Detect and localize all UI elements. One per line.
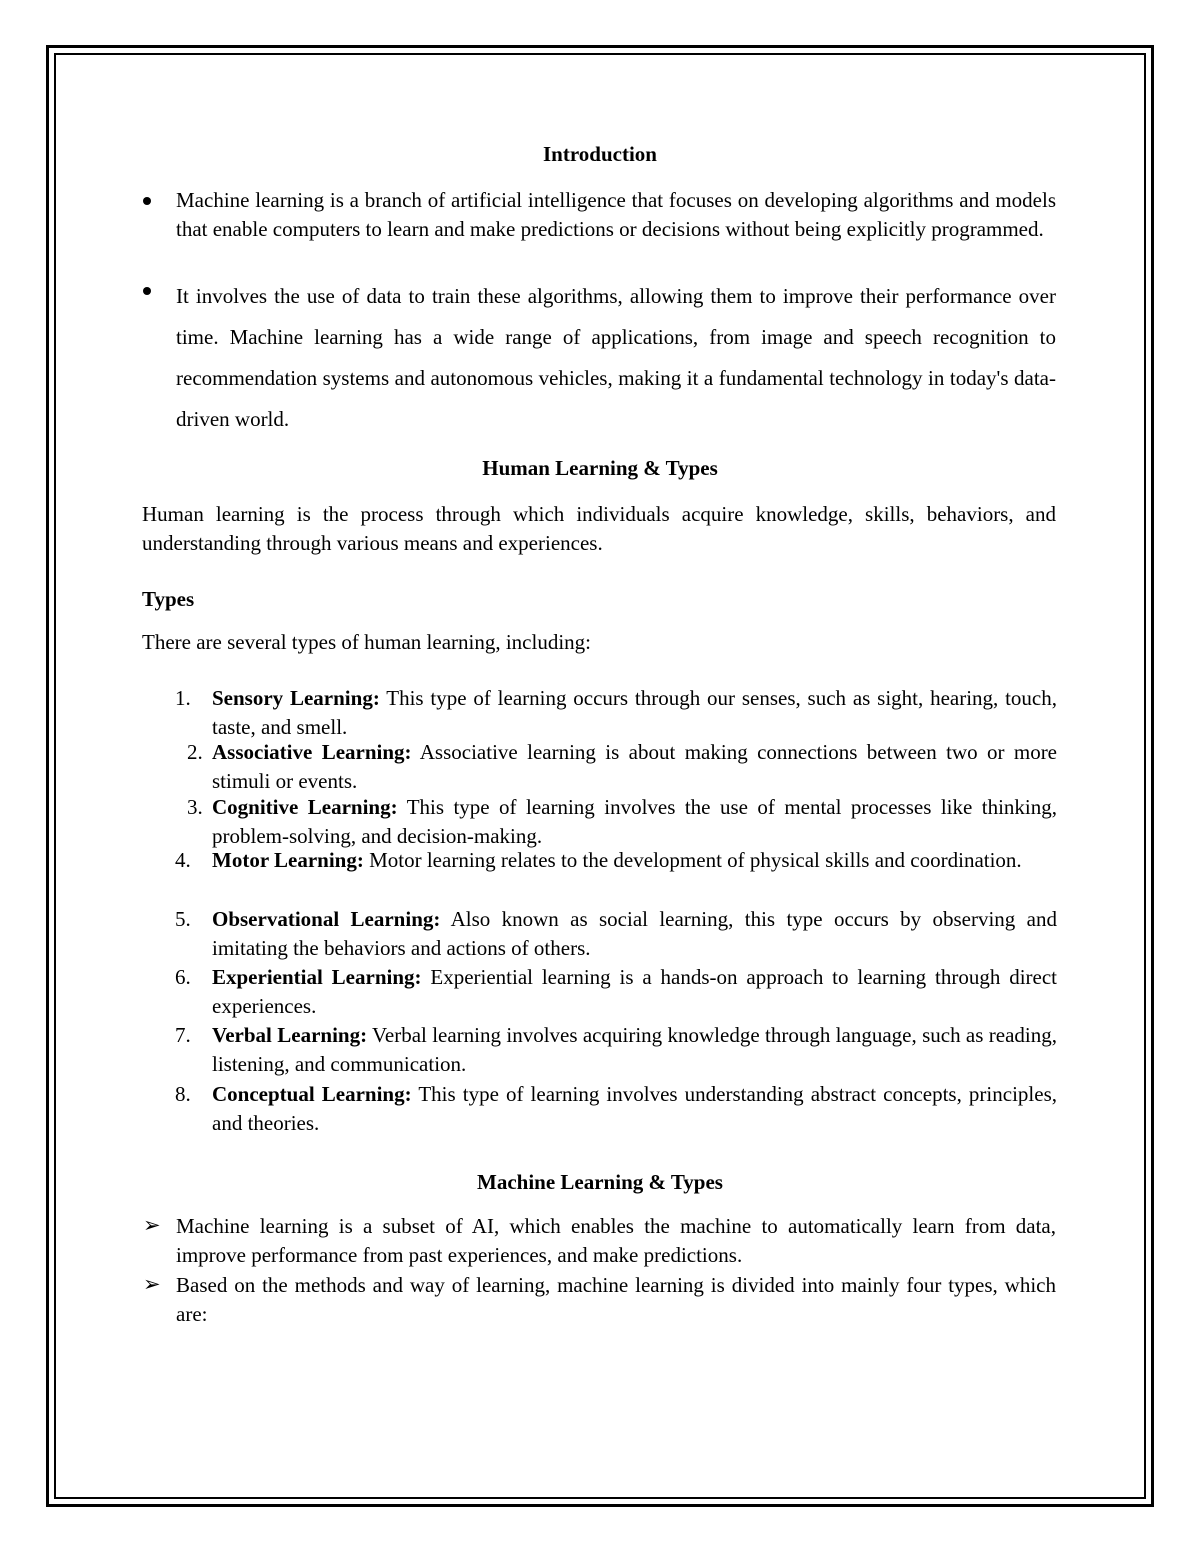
list-item-description: Also known as social learning, this type occurs by observing and imitating the behaviors and actions of others. (212, 907, 1057, 960)
list-item-number: 4. (175, 848, 191, 872)
list-item-number: 1. (175, 686, 191, 710)
list-item (212, 1080, 1057, 1138)
list-item-description: Experiential learning is a hands-on approach to learning through direct experiences. (212, 965, 1057, 1018)
arrow-bullet-icon: ➢ (143, 1213, 161, 1237)
list-item (212, 684, 1057, 742)
arrow-bullet-icon: ➢ (143, 1272, 161, 1296)
list-item-number: 3. (187, 795, 203, 819)
list-item-number: 2. (187, 740, 203, 764)
bullet-dot-icon (143, 287, 151, 295)
machine-bullet-2: Based on the methods and way of learning, machine learning is divided into mainly four types, which are: (176, 1273, 1056, 1326)
list-item (212, 793, 1057, 851)
list-item-number: 8. (175, 1082, 191, 1106)
list-item (212, 738, 1057, 796)
human-heading: Human Learning & Types (482, 456, 718, 480)
list-item-description: This type of learning occurs through our senses, such as sight, hearing, touch, taste, and smell. (212, 686, 1058, 739)
list-item-description: Verbal learning involves acquiring knowledge through language, such as reading, listening, and communication. (212, 1023, 1057, 1076)
bullet-dot-icon (143, 197, 151, 205)
human-paragraph: Human learning is the process through which individuals acquire knowledge, skills, behaviors, and understanding through various means and experiences. (142, 502, 1056, 555)
list-item-term: Motor Learning: (212, 848, 364, 872)
list-item (212, 905, 1057, 963)
list-item-term: Observational Learning: (212, 907, 441, 931)
list-item-term: Cognitive Learning: (212, 795, 398, 819)
list-item-term: Conceptual Learning: (212, 1082, 412, 1106)
list-item-description: This type of learning involves the use of mental processes like thinking, problem-solving, and decision-making. (212, 795, 1058, 848)
list-item-number: 7. (175, 1023, 191, 1047)
machine-heading: Machine Learning & Types (477, 1170, 723, 1194)
list-item-description: Motor learning relates to the development of physical skills and coordination. (369, 848, 1022, 872)
list-item-number: 6. (175, 965, 191, 989)
list-item-term: Verbal Learning: (212, 1023, 368, 1047)
list-item-description: Associative learning is about making connections between two or more stimuli or events. (212, 740, 1058, 793)
list-item-number: 5. (175, 907, 191, 931)
types-intro: There are several types of human learning, including: (142, 630, 591, 654)
intro-bullet-2: It involves the use of data to train these algorithms, allowing them to improve their performance over time. Machine learning has a wide range of applications, from image and speech recognition to recommendation systems and autonomous vehicles, making it a fundamental technology in today's data-driven world. (176, 284, 1056, 431)
list-item-term: Experiential Learning: (212, 965, 422, 989)
list-item-term: Associative Learning: (212, 740, 412, 764)
list-item (212, 963, 1057, 1021)
list-item (212, 846, 1057, 875)
intro-bullet-1: Machine learning is a branch of artificial intelligence that focuses on developing algorithms and models that enable computers to learn and make predictions or decisions without being explicitly programmed. (176, 188, 1056, 241)
list-item-description: This type of learning involves understanding abstract concepts, principles, and theories. (212, 1082, 1057, 1135)
types-heading: Types (142, 587, 195, 611)
machine-bullet-1: Machine learning is a subset of AI, which enables the machine to automatically learn from data, improve performance from past experiences, and make predictions. (176, 1214, 1056, 1267)
intro-heading: Introduction (543, 142, 657, 166)
list-item-term: Sensory Learning: (212, 686, 380, 710)
list-item (212, 1021, 1057, 1079)
